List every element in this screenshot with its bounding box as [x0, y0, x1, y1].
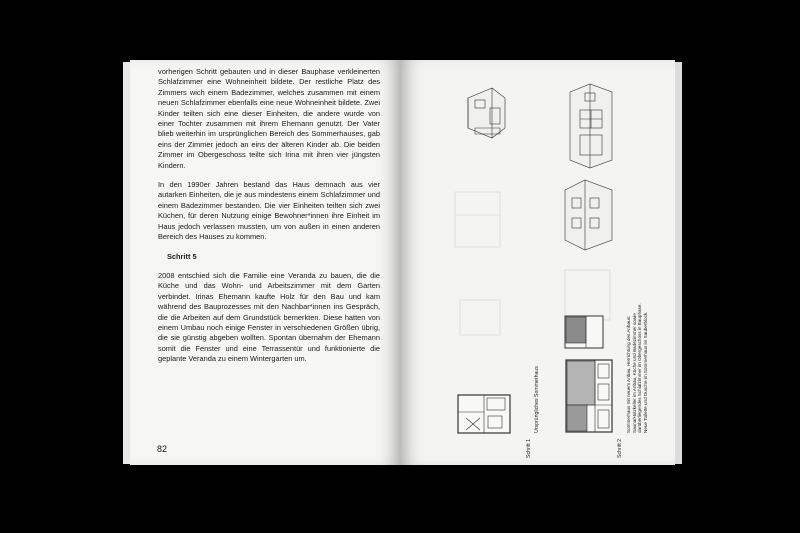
floorplan-step-1: [458, 395, 510, 433]
page-number: 82: [157, 444, 168, 454]
caption-line: Sommerhaus mit neuem Anbau. Herrichtung des Anbaus:: [626, 315, 631, 433]
axonometric-step-2b: [565, 180, 612, 250]
step-2-caption: [626, 243, 648, 433]
step-1-caption: Ursprüngliches Sommerhaus: [534, 366, 540, 433]
caption-line: darüberliegendes Schlafzimmer im Obergeschoss in Bauphase.: [637, 303, 643, 433]
paragraph-3: 2008 entschied sich die Familie eine Veranda zu bauen, die die Küche und das Wohn- und Arbeitszimmer mit dem Garten verbindet. Irinas Ehemann kaufte Holz für den Bau und kam während des Bauprozesses mit den Nachbar*innen ins Gespräch, die die Arbeiten auf dem Grundstück bemerkten. Diese hatten von einem Umbau noch einige Fenster in verschiedenen Größen übrig, die sie günstig abgeben wollten. Spontan übernahm der Ehemann somit die Fenster und eine Terrassentür und funktionierte die geplante Veranda zu einem Wintergarten um.: [158, 270, 380, 364]
floorplan-step-2-upper: [565, 316, 603, 348]
floorplan-step-2-lower: [566, 360, 612, 432]
axonometric-step-1: [468, 88, 505, 138]
axonometric-step-2: [570, 84, 612, 168]
caption-line: Neue Toilette und Dusche im Sommerhaus im Sauberblock.: [642, 311, 648, 433]
step-2-label: Schritt 2: [617, 438, 623, 458]
paragraph-2: In den 1990er Jahren bestand das Haus demnach aus vier autarken Einheiten, die je aus mindestens einem Schlafzimmer und einem Badezimmer bestanden. Die vier Einheiten teilten sich zwei Küchen, für deren Nutzung einige Bewohner*innen ihre Einheit im Haus jedoch verlassen mussten, um von außen in einen anderen Bereich des Hauses zu kommen.: [158, 180, 380, 242]
caption-line: Sauna/Holzkeller im Anbau, Küche und Badezimmer sowie: [631, 313, 637, 433]
paragraph-1: vorherigen Schritt gebauten und in dieser Bauphase verkleinerten Schlafzimmer eine Wohneinheit bildete. Der restliche Platz des Zimmers wich einem Badezimmer, welches zusammen mit einem neuen Schlafzimmer ebenfalls eine neue Wohneinheit bildete. Zwei Kinder teilten sich eine dieser Einheiten, die andere wurde von einer Tochter zusammen mit ihrem Ehemann genutzt. Der Vater blieb weiterhin im ursprünglichen Bereich des Sommerhauses, gab eins der Zimmer jedoch an eins der älteren Kinder ab. Die beiden Zimmer im Obergeschoss teilte sich Irina mit ihren vier jüngsten Kindern.: [158, 67, 380, 170]
step-1-label: Schritt 1: [526, 438, 532, 458]
section-heading: Schritt 5: [167, 251, 197, 261]
